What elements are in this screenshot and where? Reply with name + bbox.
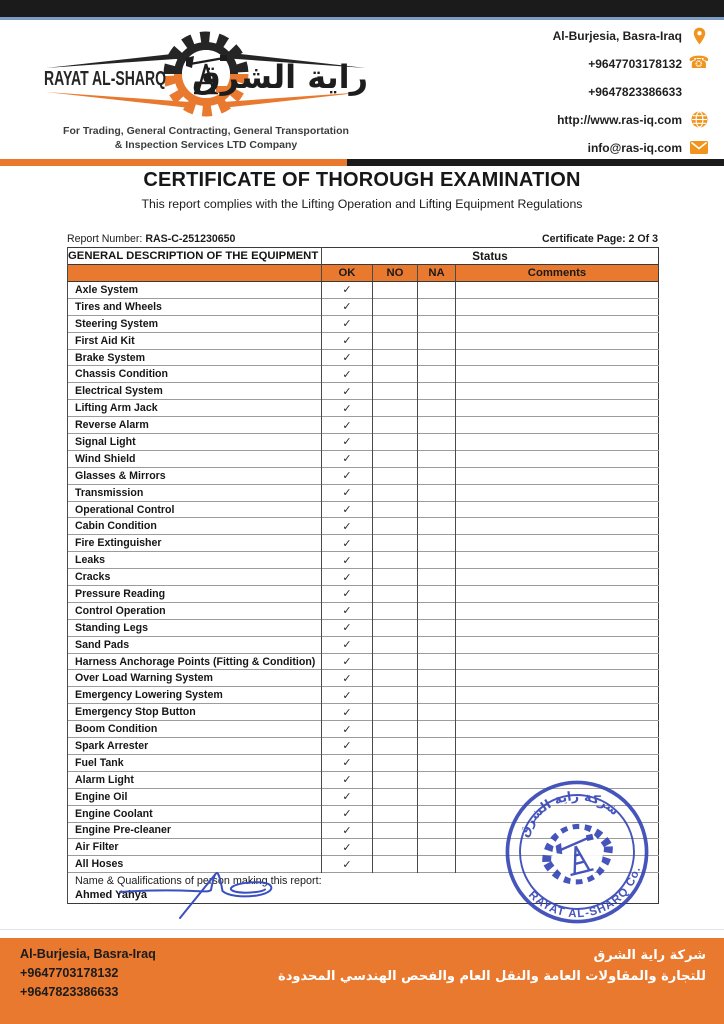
no-cell — [373, 771, 418, 788]
table-row — [68, 434, 659, 451]
col-header-na: NA — [418, 265, 456, 282]
ok-checkmark: ✓ — [322, 754, 373, 771]
equipment-name: First Aid Kit — [68, 332, 322, 349]
report-meta — [67, 233, 658, 245]
header-divider — [0, 159, 724, 166]
contact-text: Al-Burjesia, Basra-Iraq — [552, 28, 682, 43]
no-cell — [373, 552, 418, 569]
contact-item — [553, 27, 708, 44]
company-logo — [38, 22, 374, 124]
no-cell — [373, 839, 418, 856]
section-header-cell: GENERAL DESCRIPTION OF THE EQUIPMENT — [68, 248, 322, 265]
table-row — [68, 383, 659, 400]
top-blue-accent-line — [0, 17, 724, 20]
footer-arabic-line: للتجارة والمقاولات العامة والنقل العام والفحص الهندسي المحدودة — [278, 969, 706, 984]
table-row — [68, 721, 659, 738]
comment-cell — [456, 400, 659, 417]
equipment-name: Tires and Wheels — [68, 298, 322, 315]
na-cell — [418, 535, 456, 552]
table-row — [68, 349, 659, 366]
equipment-name: Engine Pre-cleaner — [68, 822, 322, 839]
equipment-name: Cabin Condition — [68, 518, 322, 535]
equipment-name: Alarm Light — [68, 771, 322, 788]
footer-separator-line — [0, 929, 724, 930]
no-cell — [373, 400, 418, 417]
table-row — [68, 754, 659, 771]
equipment-name: Cracks — [68, 569, 322, 586]
table-row — [68, 687, 659, 704]
equipment-name: Emergency Lowering System — [68, 687, 322, 704]
equipment-name: Fuel Tank — [68, 754, 322, 771]
ok-checkmark: ✓ — [322, 586, 373, 603]
col-header-ok: OK — [322, 265, 373, 282]
no-cell — [373, 383, 418, 400]
ok-checkmark: ✓ — [322, 535, 373, 552]
ok-checkmark: ✓ — [322, 518, 373, 535]
table-row — [68, 315, 659, 332]
comment-cell — [456, 552, 659, 569]
ok-checkmark: ✓ — [322, 738, 373, 755]
na-cell — [418, 771, 456, 788]
equipment-name: Operational Control — [68, 501, 322, 518]
comment-cell — [456, 518, 659, 535]
comment-cell — [456, 484, 659, 501]
table-header-row-2 — [68, 265, 659, 282]
signature-cell — [68, 873, 659, 904]
na-cell — [418, 518, 456, 535]
equipment-name: Over Load Warning System — [68, 670, 322, 687]
empty-header-cell — [68, 265, 322, 282]
stamp-text-arabic: شركة راية الشرق — [515, 788, 623, 839]
ok-checkmark: ✓ — [322, 805, 373, 822]
na-cell — [418, 822, 456, 839]
no-cell — [373, 822, 418, 839]
na-cell — [418, 501, 456, 518]
ok-checkmark: ✓ — [322, 467, 373, 484]
signature-name: Ahmed Yahya — [75, 889, 147, 902]
equipment-name: Signal Light — [68, 434, 322, 451]
comment-cell — [456, 687, 659, 704]
na-cell — [418, 586, 456, 603]
no-cell — [373, 298, 418, 315]
none — [690, 83, 708, 101]
na-cell — [418, 670, 456, 687]
comment-cell — [456, 349, 659, 366]
contact-item — [553, 111, 708, 128]
ok-checkmark: ✓ — [322, 687, 373, 704]
na-cell — [418, 467, 456, 484]
table-row — [68, 653, 659, 670]
equipment-name: Emergency Stop Button — [68, 704, 322, 721]
comment-cell — [456, 619, 659, 636]
na-cell — [418, 450, 456, 467]
ok-checkmark: ✓ — [322, 349, 373, 366]
equipment-name: Glasses & Mirrors — [68, 467, 322, 484]
equipment-name: All Hoses — [68, 856, 322, 873]
footer-arabic-line: شركة راية الشرق — [593, 948, 706, 963]
no-cell — [373, 535, 418, 552]
equipment-name: Transmission — [68, 484, 322, 501]
table-row — [68, 569, 659, 586]
na-cell — [418, 602, 456, 619]
no-cell — [373, 332, 418, 349]
footer-contact-block — [20, 947, 156, 999]
ok-checkmark: ✓ — [322, 552, 373, 569]
table-row — [68, 298, 659, 315]
contact-text: +9647703178132 — [588, 56, 682, 71]
ok-checkmark: ✓ — [322, 619, 373, 636]
col-header-comments: Comments — [456, 265, 659, 282]
comment-cell — [456, 366, 659, 383]
comment-cell — [456, 467, 659, 484]
contact-item — [553, 55, 708, 72]
equipment-name: Air Filter — [68, 839, 322, 856]
na-cell — [418, 434, 456, 451]
contact-item — [553, 83, 708, 100]
ok-checkmark: ✓ — [322, 771, 373, 788]
table-row — [68, 670, 659, 687]
na-cell — [418, 738, 456, 755]
no-cell — [373, 670, 418, 687]
no-cell — [373, 569, 418, 586]
equipment-name: Wind Shield — [68, 450, 322, 467]
table-row — [68, 602, 659, 619]
no-cell — [373, 856, 418, 873]
comment-cell — [456, 822, 659, 839]
no-cell — [373, 518, 418, 535]
ok-checkmark: ✓ — [322, 670, 373, 687]
company-logo-graphic — [38, 22, 374, 124]
ok-checkmark: ✓ — [322, 856, 373, 873]
no-cell — [373, 484, 418, 501]
page-subtitle: This report complies with the Lifting Operation and Lifting Equipment Regulations — [141, 197, 583, 211]
report-number-label: Report Number: — [67, 233, 143, 245]
comment-cell — [456, 450, 659, 467]
na-cell — [418, 619, 456, 636]
ok-checkmark: ✓ — [322, 636, 373, 653]
equipment-name: Harness Anchorage Points (Fitting & Condition) — [68, 653, 322, 670]
na-cell — [418, 805, 456, 822]
table-row — [68, 822, 659, 839]
na-cell — [418, 788, 456, 805]
location-pin-icon — [690, 27, 708, 45]
no-cell — [373, 687, 418, 704]
equipment-name: Lifting Arm Jack — [68, 400, 322, 417]
table-row — [68, 518, 659, 535]
company-name-arabic: راية الشرق — [191, 58, 368, 96]
comment-cell — [456, 315, 659, 332]
contact-text: info@ras-iq.com — [587, 140, 682, 155]
equipment-name: Reverse Alarm — [68, 417, 322, 434]
comment-cell — [456, 856, 659, 873]
divider-dark-segment — [347, 159, 724, 166]
status-header-cell: Status — [322, 248, 659, 265]
comment-cell — [456, 636, 659, 653]
ok-checkmark: ✓ — [322, 569, 373, 586]
na-cell — [418, 349, 456, 366]
ok-checkmark: ✓ — [322, 839, 373, 856]
comment-cell — [456, 805, 659, 822]
footer-arabic-block — [278, 948, 706, 984]
table-row — [68, 366, 659, 383]
ok-checkmark: ✓ — [322, 282, 373, 299]
no-cell — [373, 501, 418, 518]
equipment-name: Engine Coolant — [68, 805, 322, 822]
equipment-name: Chassis Condition — [68, 366, 322, 383]
table-row — [68, 467, 659, 484]
comment-cell — [456, 704, 659, 721]
footer-left-line: +9647823386633 — [20, 985, 119, 999]
table-row — [68, 704, 659, 721]
equipment-name: Brake System — [68, 349, 322, 366]
no-cell — [373, 315, 418, 332]
table-row — [68, 501, 659, 518]
table-row — [68, 788, 659, 805]
comment-cell — [456, 771, 659, 788]
report-number-value: RAS-C-251230650 — [145, 233, 236, 245]
equipment-name: Steering System — [68, 315, 322, 332]
comment-cell — [456, 569, 659, 586]
na-cell — [418, 315, 456, 332]
ok-checkmark: ✓ — [322, 822, 373, 839]
equipment-checklist-table — [67, 247, 659, 904]
no-cell — [373, 586, 418, 603]
no-cell — [373, 805, 418, 822]
table-row — [68, 805, 659, 822]
ok-checkmark: ✓ — [322, 332, 373, 349]
no-cell — [373, 434, 418, 451]
ok-checkmark: ✓ — [322, 450, 373, 467]
equipment-name: Control Operation — [68, 602, 322, 619]
ok-checkmark: ✓ — [322, 788, 373, 805]
divider-orange-segment — [0, 159, 347, 166]
comment-cell — [456, 298, 659, 315]
ok-checkmark: ✓ — [322, 653, 373, 670]
ok-checkmark: ✓ — [322, 400, 373, 417]
contact-text: +9647823386633 — [588, 84, 682, 99]
table-row — [68, 484, 659, 501]
table-row — [68, 552, 659, 569]
tagline-line2: & Inspection Services LTD Company — [114, 139, 298, 152]
na-cell — [418, 636, 456, 653]
globe-icon — [690, 111, 708, 129]
ok-checkmark: ✓ — [322, 484, 373, 501]
no-cell — [373, 349, 418, 366]
table-row — [68, 586, 659, 603]
na-cell — [418, 484, 456, 501]
table-row — [68, 738, 659, 755]
table-row — [68, 535, 659, 552]
comment-cell — [456, 501, 659, 518]
comment-cell — [456, 788, 659, 805]
na-cell — [418, 282, 456, 299]
company-tagline — [38, 124, 374, 152]
ok-checkmark: ✓ — [322, 501, 373, 518]
no-cell — [373, 467, 418, 484]
ok-checkmark: ✓ — [322, 721, 373, 738]
na-cell — [418, 383, 456, 400]
no-cell — [373, 754, 418, 771]
no-cell — [373, 417, 418, 434]
ok-checkmark: ✓ — [322, 704, 373, 721]
table-row — [68, 856, 659, 873]
na-cell — [418, 839, 456, 856]
na-cell — [418, 569, 456, 586]
ok-checkmark: ✓ — [322, 315, 373, 332]
ok-checkmark: ✓ — [322, 366, 373, 383]
no-cell — [373, 636, 418, 653]
ok-checkmark: ✓ — [322, 383, 373, 400]
ok-checkmark: ✓ — [322, 417, 373, 434]
comment-cell — [456, 670, 659, 687]
top-black-bar — [0, 0, 724, 17]
na-cell — [418, 704, 456, 721]
report-number — [67, 233, 235, 245]
na-cell — [418, 856, 456, 873]
envelope-icon — [690, 139, 708, 157]
equipment-name: Axle System — [68, 282, 322, 299]
na-cell — [418, 298, 456, 315]
no-cell — [373, 602, 418, 619]
na-cell — [418, 653, 456, 670]
no-cell — [373, 619, 418, 636]
equipment-name: Boom Condition — [68, 721, 322, 738]
equipment-name: Standing Legs — [68, 619, 322, 636]
signature-row — [68, 873, 659, 904]
no-cell — [373, 721, 418, 738]
ok-checkmark: ✓ — [322, 298, 373, 315]
comment-cell — [456, 417, 659, 434]
table-row — [68, 450, 659, 467]
no-cell — [373, 704, 418, 721]
na-cell — [418, 417, 456, 434]
ok-checkmark: ✓ — [322, 602, 373, 619]
comment-cell — [456, 839, 659, 856]
comment-cell — [456, 383, 659, 400]
na-cell — [418, 721, 456, 738]
page-title: CERTIFICATE OF THOROUGH EXAMINATION — [143, 169, 581, 191]
contact-item — [553, 139, 708, 156]
footer-band — [0, 938, 724, 1024]
equipment-name: Leaks — [68, 552, 322, 569]
equipment-name: Electrical System — [68, 383, 322, 400]
table-row — [68, 282, 659, 299]
table-row — [68, 839, 659, 856]
comment-cell — [456, 754, 659, 771]
comment-cell — [456, 282, 659, 299]
comment-cell — [456, 653, 659, 670]
equipment-name: Pressure Reading — [68, 586, 322, 603]
table-row — [68, 332, 659, 349]
na-cell — [418, 400, 456, 417]
comment-cell — [456, 586, 659, 603]
na-cell — [418, 366, 456, 383]
na-cell — [418, 552, 456, 569]
signature-label: Name & Qualifications of person making this report: — [75, 875, 322, 888]
equipment-name: Engine Oil — [68, 788, 322, 805]
contact-text: http://www.ras-iq.com — [557, 112, 682, 127]
table-header-row-1 — [68, 248, 659, 265]
comment-cell — [456, 738, 659, 755]
company-name-latin: RAYAT AL-SHARQ — [44, 68, 166, 90]
table-row — [68, 771, 659, 788]
certificate-page-info: Certificate Page: 2 Of 3 — [542, 233, 658, 245]
table-row — [68, 417, 659, 434]
equipment-name: Sand Pads — [68, 636, 322, 653]
na-cell — [418, 754, 456, 771]
no-cell — [373, 738, 418, 755]
footer-left-line: +9647703178132 — [20, 966, 119, 980]
equipment-table-body — [68, 282, 659, 873]
comment-cell — [456, 721, 659, 738]
comment-cell — [456, 602, 659, 619]
footer-left-line: Al-Burjesia, Basra-Iraq — [20, 947, 156, 961]
equipment-name: Fire Extinguisher — [68, 535, 322, 552]
phone-icon: ☎ — [688, 53, 710, 73]
table-row — [68, 636, 659, 653]
equipment-name: Spark Arrester — [68, 738, 322, 755]
no-cell — [373, 366, 418, 383]
comment-cell — [456, 332, 659, 349]
no-cell — [373, 788, 418, 805]
no-cell — [373, 450, 418, 467]
no-cell — [373, 653, 418, 670]
ok-checkmark: ✓ — [322, 434, 373, 451]
stamp-text-latin: RAYAT AL-SHARQ Co. — [526, 864, 644, 921]
table-row — [68, 400, 659, 417]
tagline-line1: For Trading, General Contracting, General Transportation — [63, 125, 349, 137]
contact-list — [553, 27, 708, 156]
na-cell — [418, 687, 456, 704]
col-header-no: NO — [373, 265, 418, 282]
table-row — [68, 619, 659, 636]
comment-cell — [456, 535, 659, 552]
no-cell — [373, 282, 418, 299]
comment-cell — [456, 434, 659, 451]
na-cell — [418, 332, 456, 349]
